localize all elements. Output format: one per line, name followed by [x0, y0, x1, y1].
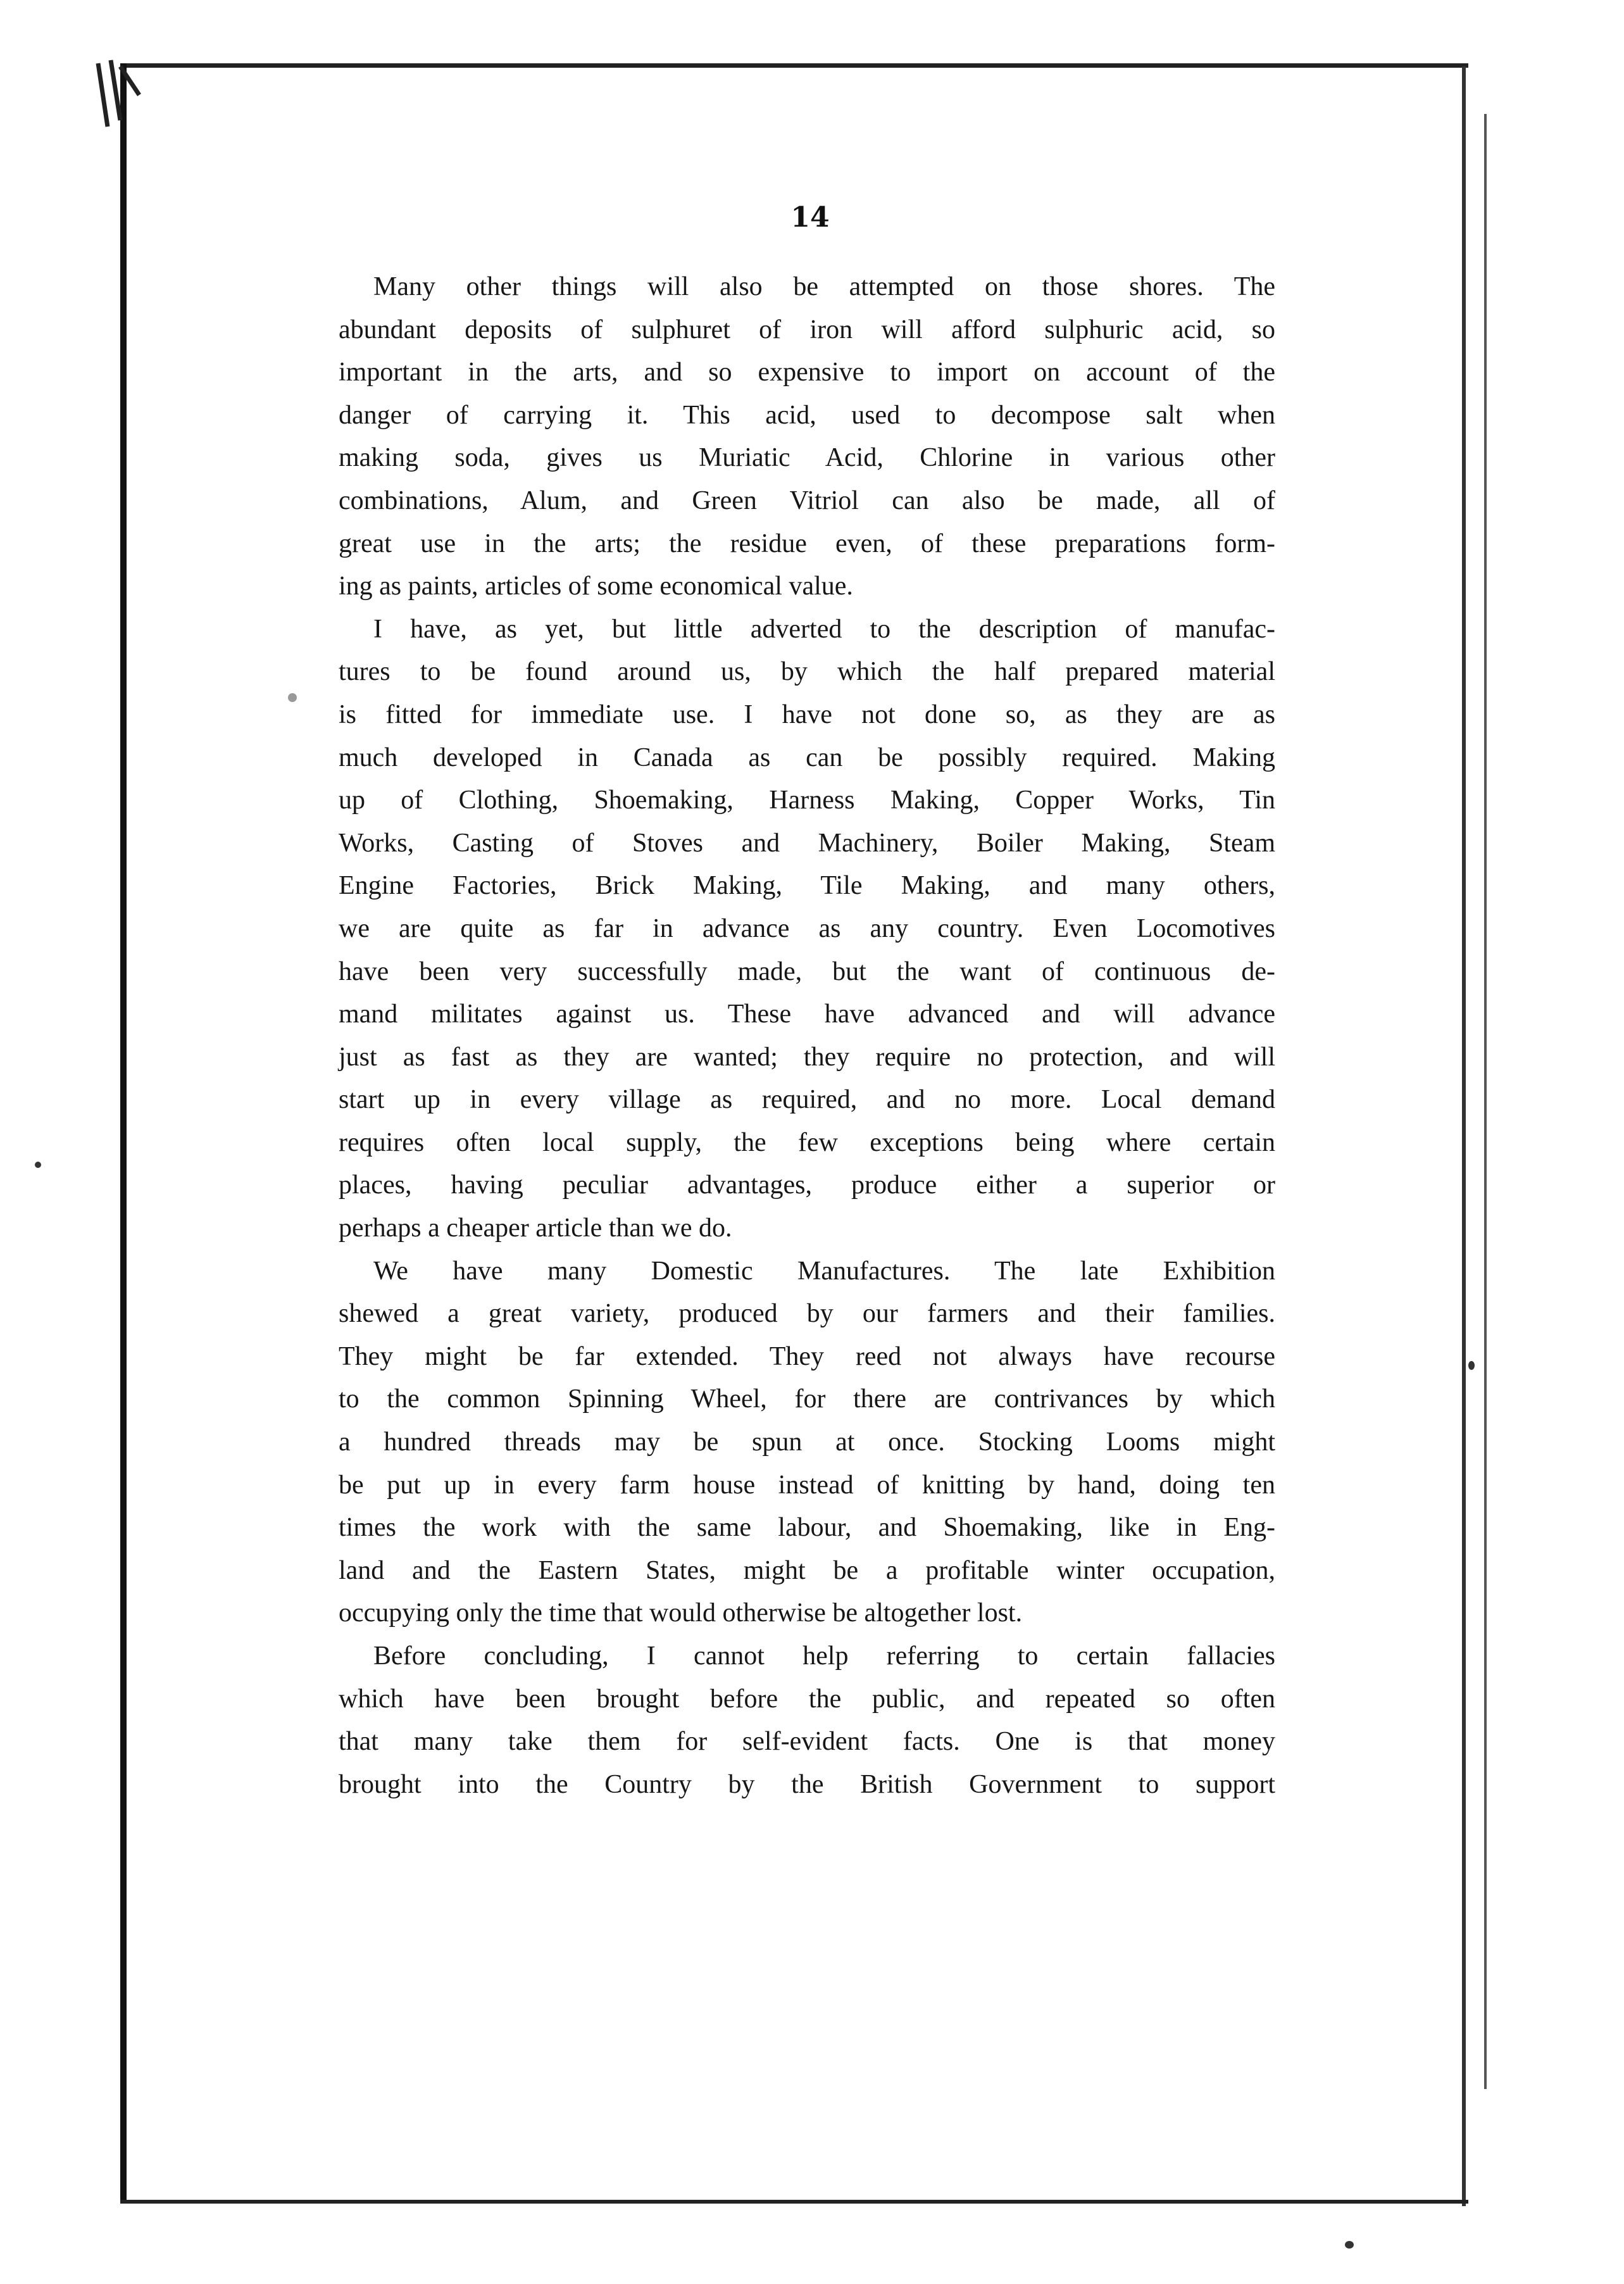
- page-border-top: [120, 63, 1468, 68]
- corner-mark-icon: [85, 57, 149, 133]
- text-line: have been very successfully made, but the want of continuous de-: [339, 957, 1275, 986]
- text-line: a hundred threads may be spun at once. Stocking Looms might: [339, 1428, 1275, 1457]
- text-line: that many take them for self-evident facts. One is that money: [339, 1727, 1275, 1757]
- text-line: danger of carrying it. This acid, used to decompose salt when: [339, 400, 1275, 430]
- text-line: Works, Casting of Stoves and Machinery, Boiler Making, Steam: [339, 828, 1275, 858]
- text-line: up of Clothing, Shoemaking, Harness Making, Copper Works, Tin: [339, 786, 1275, 815]
- text-line: Engine Factories, Brick Making, Tile Making, and many others,: [339, 871, 1275, 901]
- page-border-left: [120, 63, 127, 2203]
- text-line: tures to be found around us, by which the half prepared material: [339, 657, 1275, 687]
- text-line: start up in every village as required, and no more. Local demand: [339, 1085, 1275, 1115]
- text-line: land and the Eastern States, might be a profitable winter occupation,: [339, 1555, 1275, 1585]
- text-line: ing as paints, articles of some economical value.: [339, 572, 853, 601]
- text-line: much developed in Canada as can be possibly required. Making: [339, 743, 1275, 772]
- scan-speck: [1345, 2241, 1354, 2249]
- text-line: just as fast as they are wanted; they require no protection, and will: [339, 1042, 1275, 1072]
- scan-speck: [35, 1162, 41, 1168]
- text-line: important in the arts, and so expensive to import on account of the: [339, 358, 1275, 387]
- text-line: perhaps a cheaper article than we do.: [339, 1214, 732, 1243]
- text-line: mand militates against us. These have advanced and will advance: [339, 1000, 1275, 1029]
- text-line: times the work with the same labour, and Shoemaking, like in Eng-: [339, 1513, 1275, 1543]
- text-line: They might be far extended. They reed not always have recourse: [339, 1341, 1275, 1371]
- text-line: to the common Spinning Wheel, for there are contrivances by which: [339, 1384, 1275, 1414]
- text-line: making soda, gives us Muriatic Acid, Chlorine in various other: [339, 443, 1275, 473]
- text-line: occupying only the time that would otherwise be altogether lost.: [339, 1598, 1023, 1628]
- scan-speck: [1468, 1361, 1475, 1370]
- paragraph-2: [339, 608, 1275, 1250]
- page-border-bottom: [120, 2200, 1468, 2204]
- text-line: is fitted for immediate use. I have not done so, as they are as: [339, 700, 1275, 729]
- text-line: great use in the arts; the residue even, of these preparations form-: [339, 529, 1275, 558]
- page-number: 14: [790, 201, 830, 234]
- paragraph-4: [339, 1635, 1275, 1806]
- text-line: abundant deposits of sulphuret of iron will afford sulphuric acid, so: [339, 315, 1275, 344]
- text-line: I have, as yet, but little adverted to the description of manufac-: [373, 614, 1275, 644]
- text-line: which have been brought before the public, and repeated so often: [339, 1684, 1275, 1714]
- text-line: be put up in every farm house instead of knitting by hand, doing ten: [339, 1470, 1275, 1500]
- body-text: [339, 266, 1275, 1806]
- scan-speck: [288, 693, 297, 702]
- text-line: we are quite as far in advance as any country. Even Locomotives: [339, 913, 1275, 943]
- paragraph-1: [339, 266, 1275, 608]
- adjacent-page-edge: [1484, 114, 1487, 2089]
- text-line: shewed a great variety, produced by our farmers and their families.: [339, 1299, 1275, 1329]
- text-line: combinations, Alum, and Green Vitriol can also be made, all of: [339, 486, 1275, 515]
- text-line: We have many Domestic Manufactures. The late Exhibition: [373, 1256, 1275, 1286]
- text-line: requires often local supply, the few exceptions being where certain: [339, 1127, 1275, 1157]
- text-line: brought into the Country by the British Government to support: [339, 1769, 1275, 1799]
- page-border-right: [1462, 66, 1466, 2206]
- text-line: places, having peculiar advantages, produce either a superior or: [339, 1170, 1275, 1200]
- text-line: Before concluding, I cannot help referring to certain fallacies: [373, 1641, 1275, 1671]
- paragraph-3: [339, 1250, 1275, 1635]
- text-line: Many other things will also be attempted on those shores. The: [373, 272, 1275, 301]
